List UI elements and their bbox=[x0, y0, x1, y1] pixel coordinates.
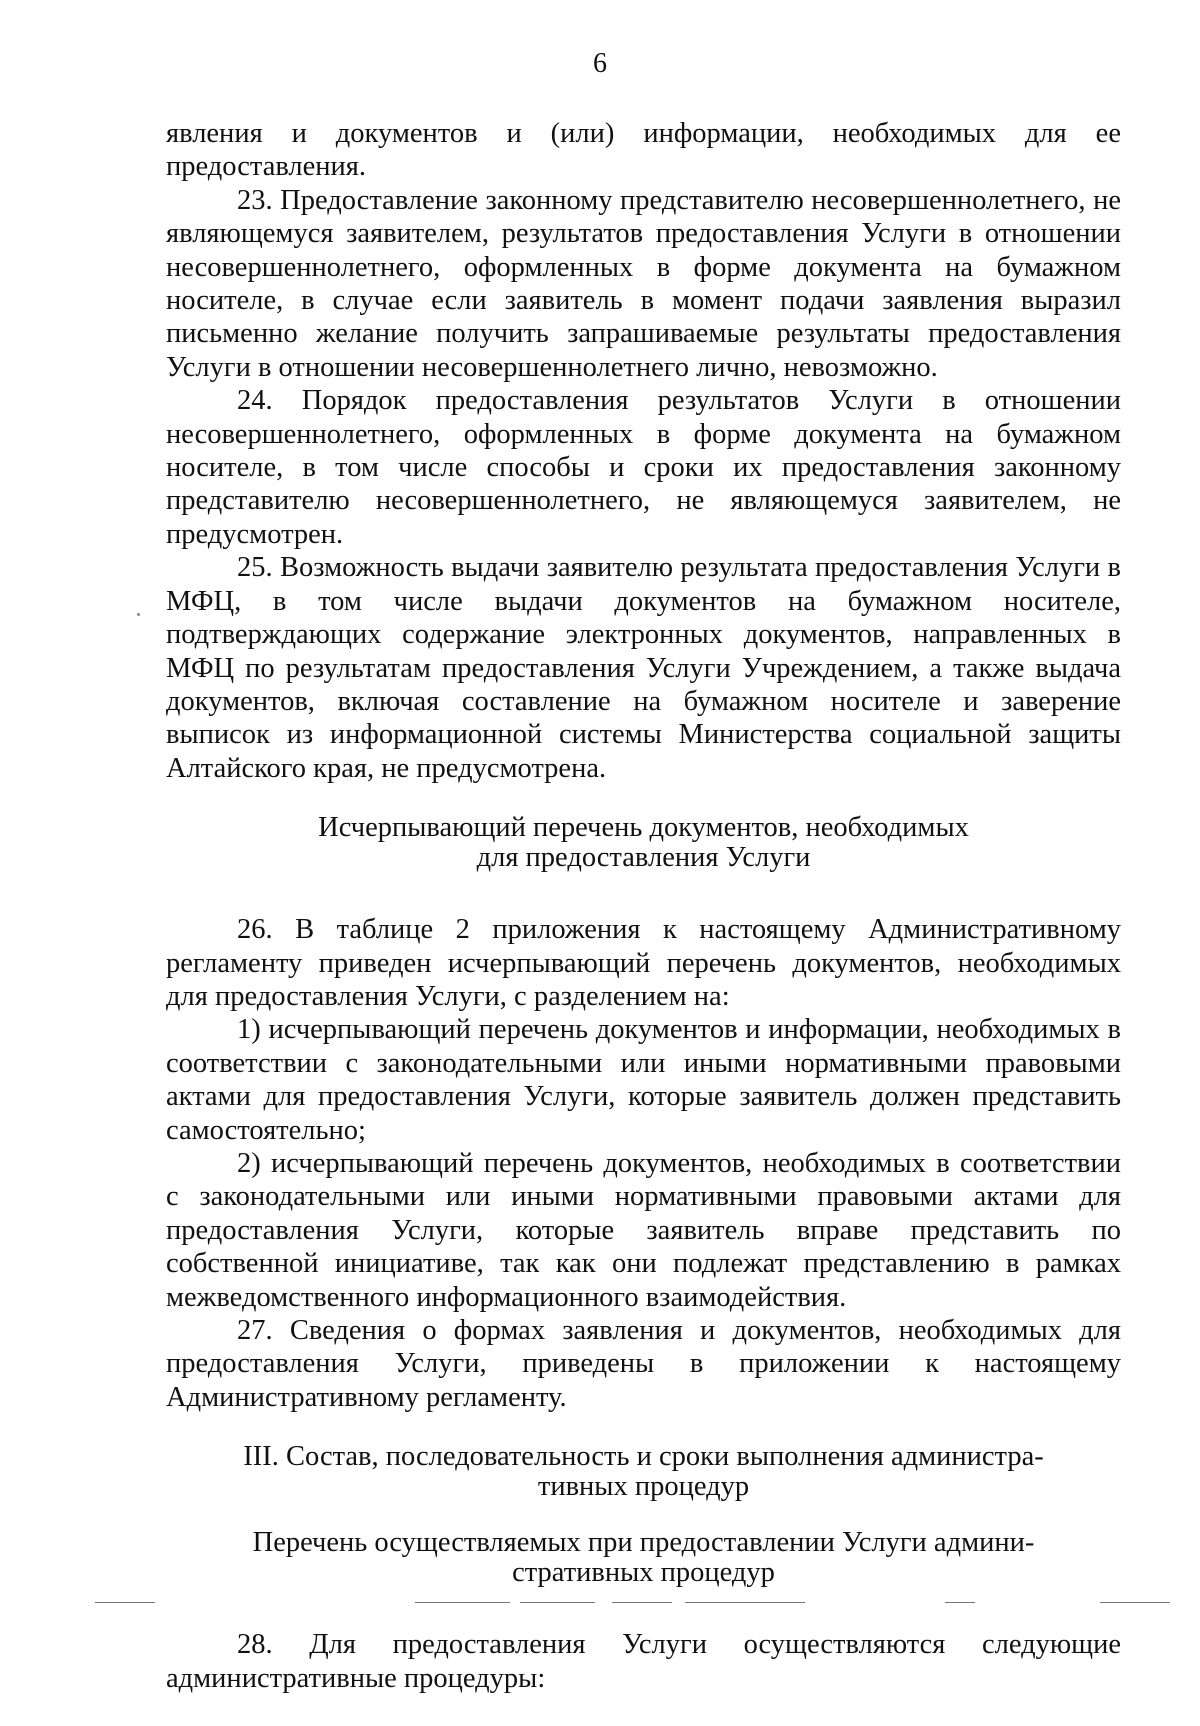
scan-rule-segment bbox=[1100, 1602, 1170, 1603]
paragraph-26: 26. В таблице 2 приложения к настоящему Административному регламенту приведен исчерпывающий перечень документов, необходимых для предоставления Услуги, с разделением на: bbox=[166, 914, 1121, 1012]
scan-rule-segment bbox=[415, 1602, 510, 1603]
section-heading-documents bbox=[166, 813, 1121, 873]
scan-rule-segment bbox=[685, 1602, 805, 1603]
scan-rule-segment bbox=[612, 1602, 672, 1603]
scan-rule-segment bbox=[95, 1602, 155, 1603]
scan-rule-segment bbox=[520, 1602, 595, 1603]
section-heading-documents-line-1: Исчерпывающий перечень документов, необходимых bbox=[318, 812, 969, 844]
section-heading-procedures-line-2: стративных процедур bbox=[512, 1557, 775, 1589]
section-heading-iii bbox=[166, 1442, 1121, 1502]
section-heading-documents-line-2: для предоставления Услуги bbox=[476, 842, 811, 874]
paragraph-23: 23. Предоставление законному представителю несовершеннолетнего, не являющемуся заявителем, результатов предоставления Услуги в отношении несовершеннолетнего, оформленных в форме документа на бумажном носителе, в случае если заявитель в момент подачи заявления выразил письменно желание получить запрашиваемые результаты предоставления Услуги в отношении несовершеннолетнего лично, невозможно. bbox=[166, 184, 1121, 383]
section-heading-iii-line-2: тивных процедур bbox=[537, 1471, 750, 1503]
paragraph-28: 28. Для предоставления Услуги осуществляются следующие административные процедуры: bbox=[166, 1629, 1121, 1694]
scan-speck bbox=[137, 613, 140, 616]
paragraph-27: 27. Сведения о формах заявления и документов, необходимых для предоставления Услуги, приведены в приложении к настоящему Административному регламенту. bbox=[166, 1315, 1121, 1413]
paragraph-24: 24. Порядок предоставления результатов Услуги в отношении несовершеннолетнего, оформленных в форме документа на бумажном носителе, в том числе способы и сроки их предоставления законному представителю несовершеннолетнего, не являющемуся заявителем, не предусмотрен. bbox=[166, 385, 1121, 550]
section-heading-procedures bbox=[166, 1528, 1121, 1588]
section-heading-procedures-line-1: Перечень осуществляемых при предоставлении Услуги админи- bbox=[252, 1527, 1035, 1559]
scan-rule-segment bbox=[945, 1602, 975, 1603]
paragraph-26-item-2: 2) исчерпывающий перечень документов, необходимых в соответствии с законодательными или иными нормативными правовыми актами для предоставления Услуги, которые заявитель вправе представить по собственной инициативе, так как они подлежат представлению в рамках межведомственного информационного взаимодействия. bbox=[166, 1147, 1121, 1313]
paragraph-25: 25. Возможность выдачи заявителю результата предоставления Услуги в МФЦ, в том числе выдачи документов на бумажном носителе, подтверждающих содержание электронных документов, направленных в МФЦ по результатам предоставления Услуги Учреждением, а также выдача документов, включая составление на бумажном носителе и заверение выписок из информационной системы Министерства социальной защиты Алтайского края, не предусмотрена. bbox=[166, 552, 1121, 784]
page-number: 6 bbox=[593, 48, 607, 79]
paragraph-continued: явления и документов и (или) информации, необходимых для ее предоставления. bbox=[166, 118, 1121, 183]
section-heading-iii-line-1: III. Состав, последовательность и сроки выполнения администра- bbox=[243, 1441, 1044, 1473]
document-body bbox=[166, 117, 1121, 1695]
paragraph-26-item-1: 1) исчерпывающий перечень документов и информации, необходимых в соответствии с законодательными или иными нормативными правовыми актами для предоставления Услуги, которые заявитель должен представить самостоятельно; bbox=[166, 1014, 1121, 1146]
